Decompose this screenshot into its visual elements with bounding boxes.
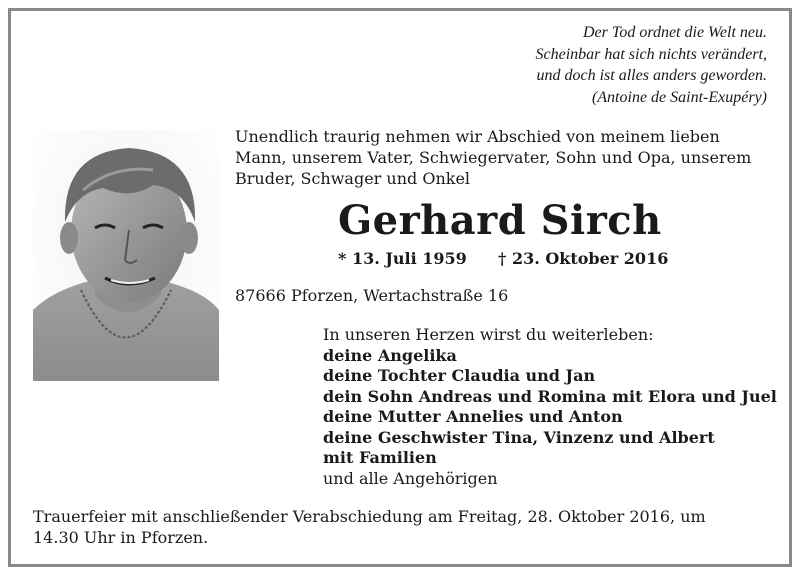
funeral-line: Trauerfeier mit anschließender Verabschiedung am Freitag, 28. Oktober 2016, um bbox=[33, 507, 706, 526]
address: 87666 Pforzen, Wertachstraße 16 bbox=[235, 286, 509, 305]
deceased-name: Gerhard Sirch bbox=[338, 197, 662, 244]
quote-author: (Antoine de Saint-Exupéry) bbox=[591, 88, 767, 106]
intro-line: Bruder, Schwager und Onkel bbox=[235, 169, 471, 188]
quote-line: Der Tod ordnet die Welt neu. bbox=[583, 24, 767, 41]
survivor-entry: deine Angelika bbox=[323, 345, 457, 365]
life-dates bbox=[338, 249, 678, 268]
survivor-entry: mit Familien bbox=[323, 448, 437, 467]
intro-line: Unendlich traurig nehmen wir Abschied von meinem lieben bbox=[235, 127, 720, 146]
birth-date: * 13. Juli 1959 bbox=[338, 249, 467, 268]
intro-text bbox=[235, 126, 770, 189]
death-date: † 23. Oktober 2016 bbox=[498, 249, 669, 268]
survivor-entry: deine Geschwister Tina, Vinzenz und Albert bbox=[323, 427, 715, 447]
intro-line: Mann, unserem Vater, Schwiegervater, Sohn und Opa, unserem bbox=[235, 148, 752, 167]
survivor-entry: deine Mutter Annelies und Anton bbox=[323, 407, 623, 426]
portrait-photo bbox=[33, 130, 219, 381]
quote-line: und doch ist alles anders geworden. bbox=[536, 67, 767, 84]
quote-block bbox=[407, 22, 767, 108]
survivor-entry: deine Tochter Claudia und Jan bbox=[323, 366, 596, 385]
survivor-entry: dein Sohn Andreas und Romina mit Elora und Juel bbox=[323, 386, 777, 406]
quote-line: Scheinbar hat sich nichts verändert, bbox=[535, 45, 767, 63]
survivors-list bbox=[323, 325, 777, 489]
survivors-heading: In unseren Herzen wirst du weiterleben: bbox=[323, 325, 654, 344]
funeral-line: 14.30 Uhr in Pforzen. bbox=[33, 528, 209, 547]
funeral-info bbox=[33, 506, 768, 548]
survivors-closing: und alle Angehörigen bbox=[323, 468, 498, 488]
